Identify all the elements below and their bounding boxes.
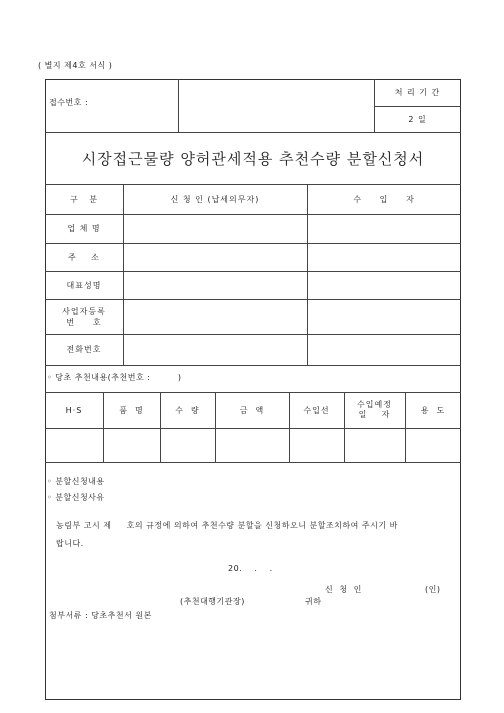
header-applicant: 신 청 인 (납세의무자) — [170, 194, 260, 204]
row-label-business-number: 사업자등록 번 호 — [62, 306, 106, 327]
column-origin: 수입선 — [303, 405, 330, 415]
form-number: ( 별지 제4호 서식 ) — [38, 61, 113, 70]
row-label-representative: 대표성명 — [66, 280, 102, 290]
seal-mark: (인) — [425, 585, 441, 594]
statement-line-1: 농림부 고시 제 호의 규정에 의하여 추천수량 분할을 신청하오니 분할조치하여 주시기 바 — [56, 521, 398, 530]
attachment-line: 첨부서류 : 당초추천서 원본 — [49, 611, 152, 620]
row-label-address: 주 소 — [68, 252, 100, 262]
addressee-label: 귀하 — [305, 597, 322, 606]
row-label-phone: 전화번호 — [66, 345, 102, 354]
divider — [45, 365, 461, 366]
form-title: 시장접근물량 양허관세적용 추천수량 분할신청서 — [81, 149, 425, 168]
applicant-sign-label: 신 청 인 — [325, 585, 362, 594]
column-usage: 용 도 — [420, 405, 446, 415]
recommendation-heading: ◦ 당초 추천내용(추천번호 : ) — [47, 373, 182, 382]
column-hs: H·S — [65, 405, 83, 415]
header-importer: 수 입 자 — [353, 194, 415, 204]
column-quantity: 수 량 — [175, 405, 200, 415]
header-division: 구 분 — [69, 194, 99, 204]
processing-period-label: 처 리 기 간 — [394, 88, 441, 97]
agency-label: (추천대행기관장) — [180, 597, 245, 606]
divider — [45, 428, 461, 429]
divider — [45, 462, 461, 463]
column-import-date: 수입예정 일 자 — [357, 400, 392, 419]
statement-line-2: 랍니다. — [56, 539, 84, 548]
column-item-name: 품 명 — [119, 405, 144, 415]
receipt-number-label: 접수번호 : — [49, 98, 89, 107]
split-content-label: ◦ 분할신청내용 — [47, 477, 105, 486]
date-line: 20. . . — [228, 564, 273, 573]
processing-period-value: 2 일 — [408, 114, 427, 124]
split-reason-label: ◦ 분할신청사유 — [47, 493, 105, 502]
column-amount: 금 액 — [239, 405, 265, 415]
row-label-company: 업 체 명 — [67, 224, 101, 233]
divider — [178, 79, 179, 132]
